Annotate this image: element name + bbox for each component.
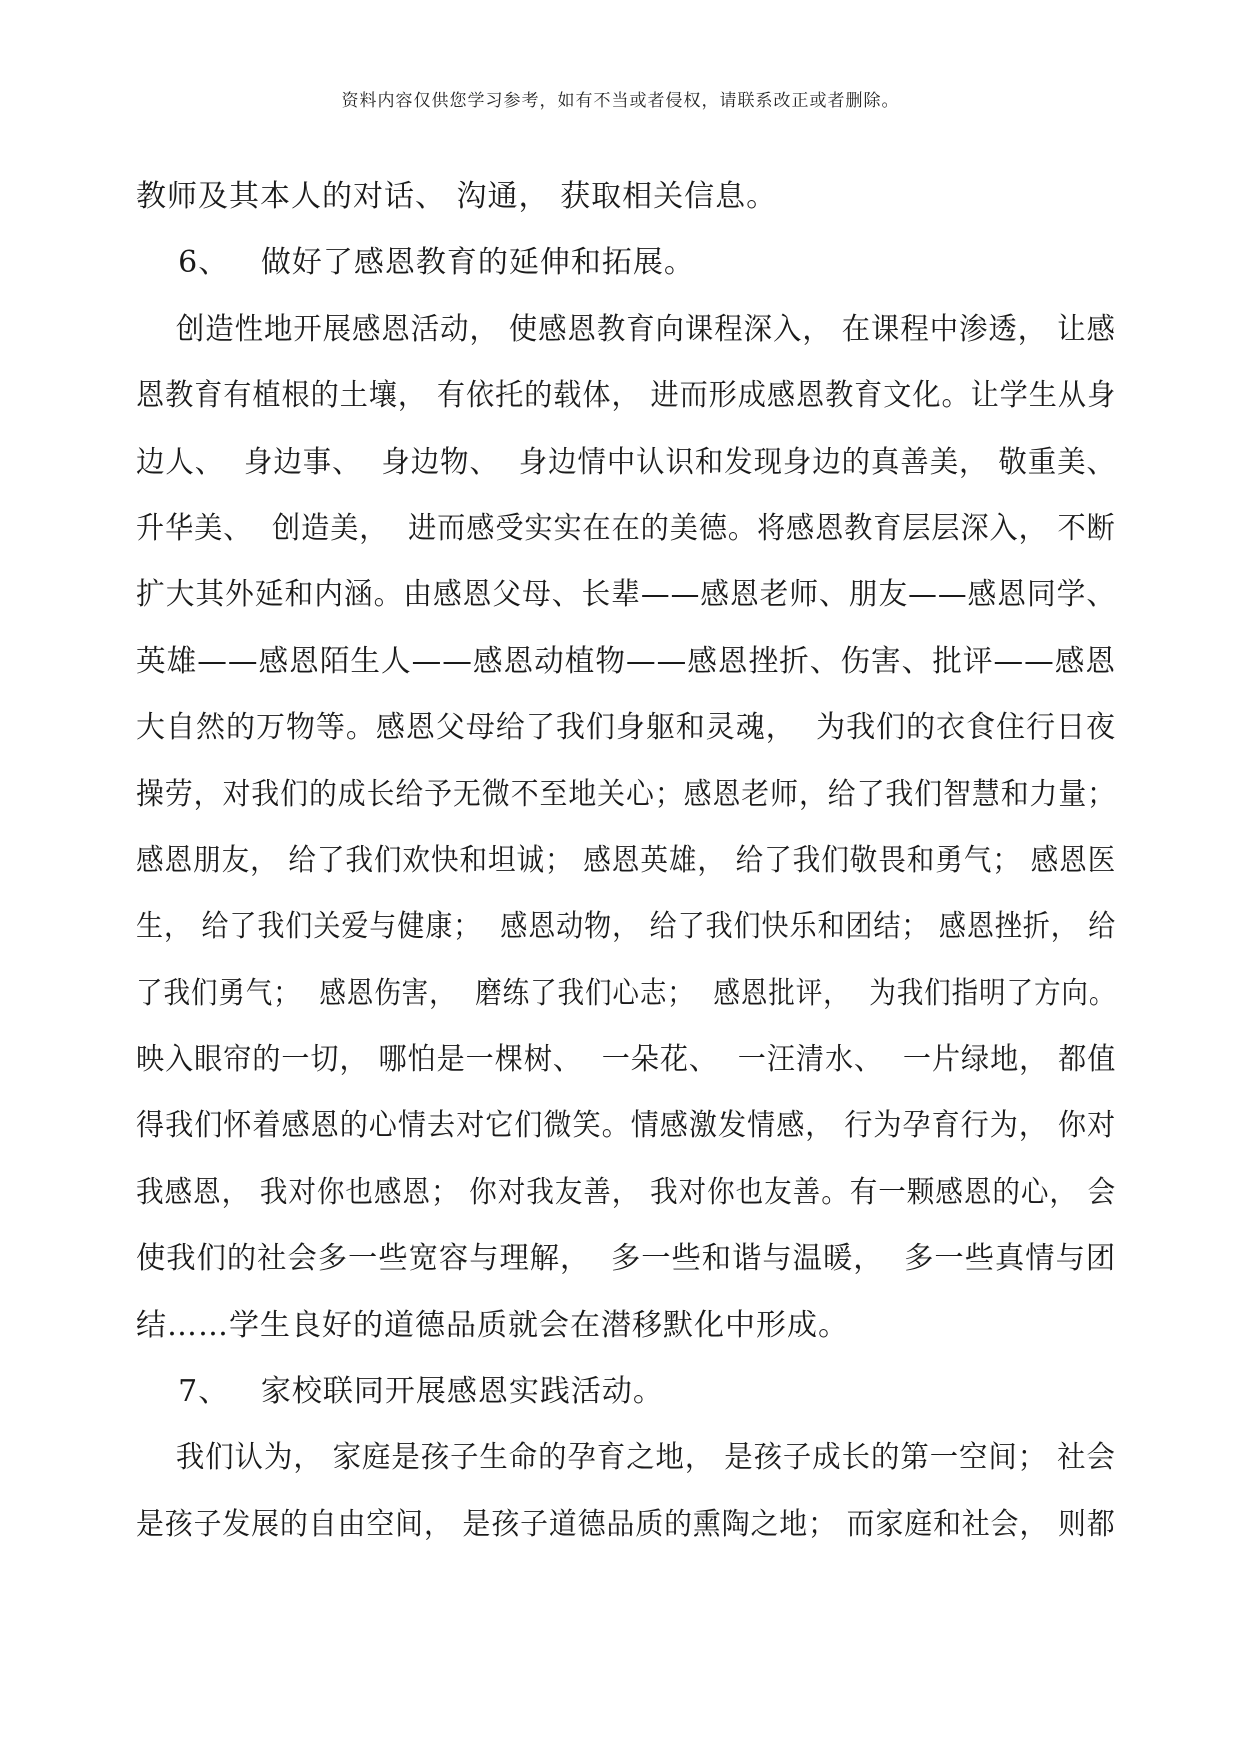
body-line: 升华美、 创造美， 进而感受实实在在的美德。将感恩教育层层深入， 不断 [136,510,1116,546]
body-line: 映入眼帘的一切， 哪怕是一棵树、 一朵花、 一汪清水、 一片绿地， 都值 [136,1042,1117,1078]
body-line: 恩教育有植根的土壤， 有依托的载体， 进而形成感恩教育文化。让学生从身 [136,378,1117,414]
body-line: 操劳，对我们的成长给予无微不至地关心；感恩老师，给了我们智慧和力量； [136,776,1117,812]
document-body [136,179,1117,1576]
body-line: 边人、 身边事、 身边物、 身边情中认识和发现身边的真善美， 敬重美、 [136,444,1116,480]
body-line: 我们认为， 家庭是孩子生命的孕育之地， 是孩子成长的第一空间； 社会 [136,1440,1116,1476]
section-heading-7: 7、 家校联同开展感恩实践活动。 [136,1374,664,1410]
body-line: 使我们的社会多一些宽容与理解， 多一些和谐与温暖， 多一些真情与团 [136,1241,1117,1277]
body-line: 结……学生良好的道德品质就会在潜移默化中形成。 [136,1307,849,1343]
body-line: 我感恩， 我对你也感恩； 你对我友善， 我对你也友善。有一颗感恩的心， 会 [136,1174,1117,1210]
body-line: 生， 给了我们关爱与健康； 感恩动物， 给了我们快乐和团结； 感恩挫折， 给 [136,909,1117,945]
section-heading-6: 6、 做好了感恩教育的延伸和拓展。 [136,245,695,281]
body-line: 感恩朋友， 给了我们欢快和坦诚； 感恩英雄， 给了我们敬畏和勇气； 感恩医 [136,842,1117,878]
body-line: 扩大其外延和内涵。由感恩父母、长辈——感恩老师、朋友——感恩同学、 [136,577,1117,613]
body-line: 大自然的万物等。感恩父母给了我们身躯和灵魂， 为我们的衣食住行日夜 [136,710,1117,746]
body-line: 是孩子发展的自由空间， 是孩子道德品质的熏陶之地； 而家庭和社会， 则都 [136,1506,1116,1542]
body-line: 了我们勇气； 感恩伤害， 磨练了我们心志； 感恩批评， 为我们指明了方向。 [136,975,1117,1011]
page-header-notice: 资料内容仅供您学习参考，如有不当或者侵权，请联系改正或者删除。 [341,91,900,111]
body-line: 创造性地开展感恩活动， 使感恩教育向课程深入， 在课程中渗透， 让感 [136,311,1116,347]
body-line: 得我们怀着感恩的心情去对它们微笑。情感激发情感， 行为孕育行为， 你对 [136,1108,1117,1144]
body-line: 教师及其本人的对话、 沟通， 获取相关信息。 [136,179,778,214]
body-line: 英雄——感恩陌生人——感恩动植物——感恩挫折、伤害、批评——感恩 [136,643,1116,679]
